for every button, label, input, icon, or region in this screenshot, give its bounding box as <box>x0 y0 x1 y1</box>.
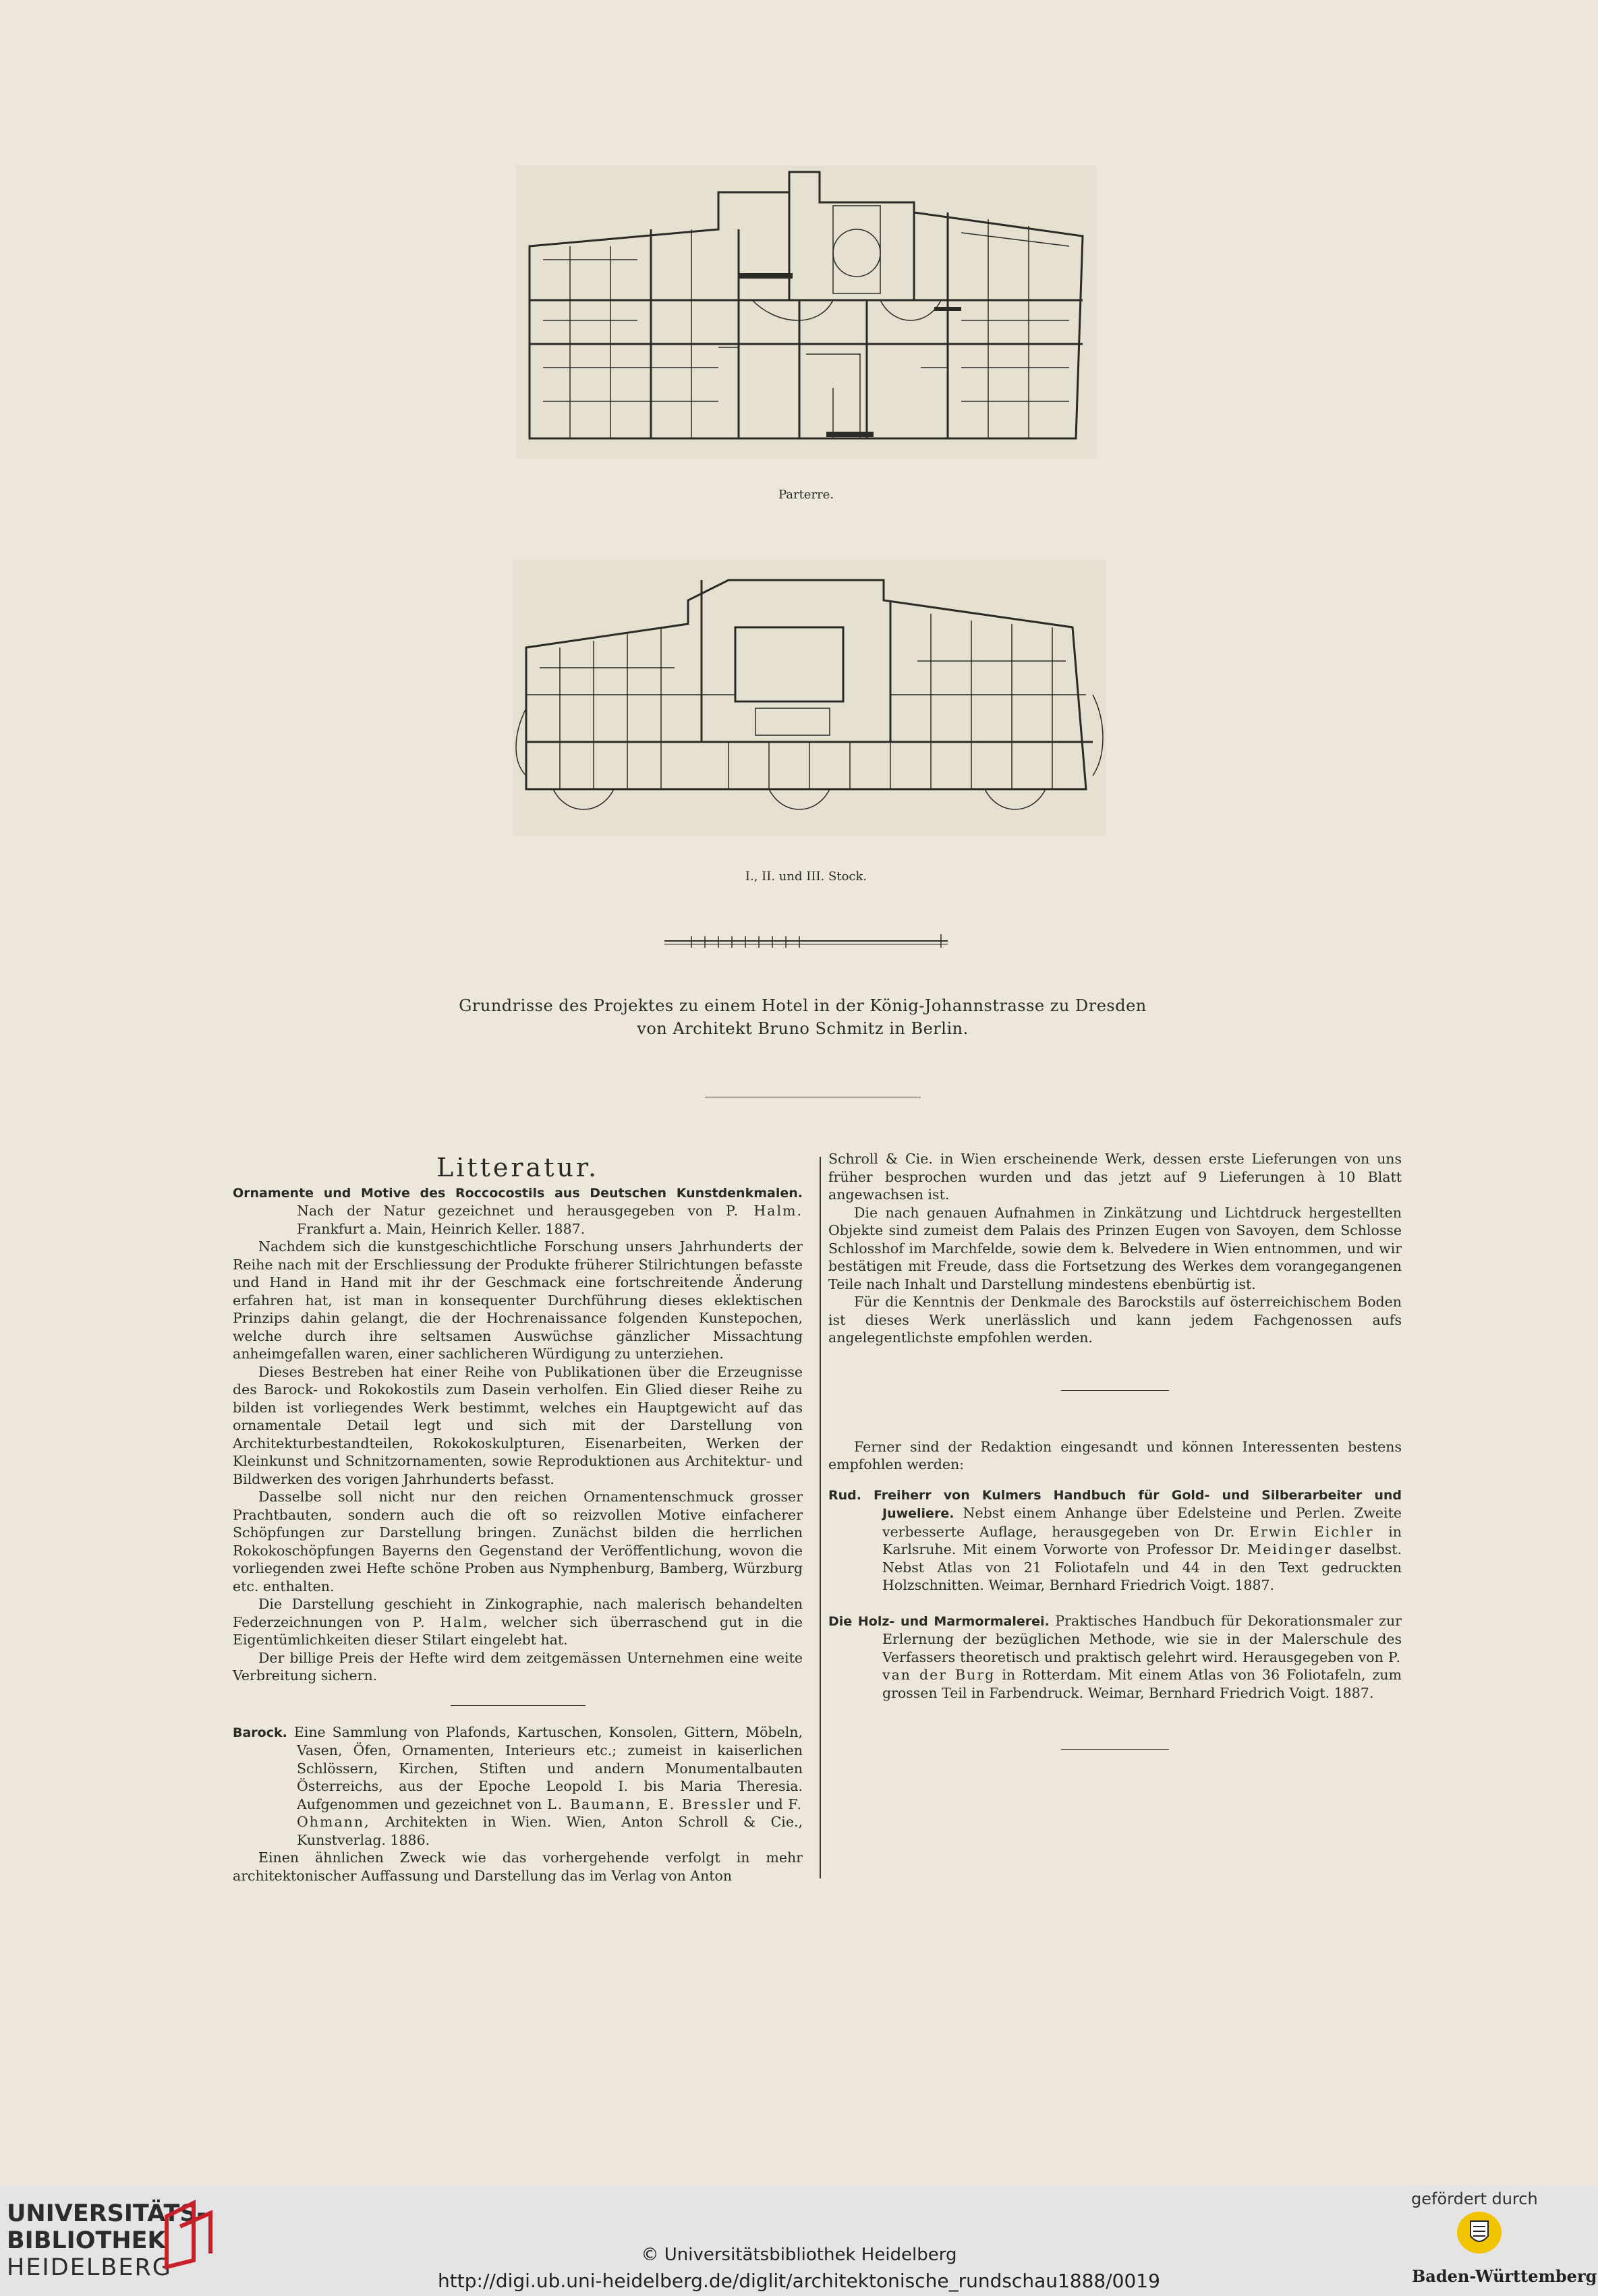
coat-of-arms-icon[interactable] <box>1456 2209 1503 2256</box>
entry-kulmer-title: Rud. Freiherr von Kulmers Handbuch für Gold- und Silberarbeiter und Juweliere. <box>828 1487 1402 1521</box>
logo-line-2: BIBLIOTHEK <box>7 2227 166 2254</box>
entry-barock-text-c: Architekten in Wien. Wien, Anton Schroll & Cie., Kunstverlag. 1886. <box>297 1814 803 1848</box>
entry-holzmalerei-text-a: Praktisches Handbuch für Dekorationsmaler zur Erlernung der bezüglichen Methode, wie sie in der Malerschule des Verfassers theoretisch und praktisch gelehrt wird. Herausgegeben von <box>882 1612 1402 1665</box>
source-url-link[interactable]: http://digi.ub.uni-heidelberg.de/diglit/architektonische_rundschau1888/0019 <box>438 2270 1160 2292</box>
floorplan-upper-floors <box>513 560 1106 836</box>
column-divider <box>820 1157 821 1878</box>
section-heading: Litteratur. <box>436 1153 600 1182</box>
entry-holzmalerei <box>828 1612 1402 1702</box>
entry-ornamente-p2: Dieses Bestreben hat einer Reihe von Publikationen über die Erzeugnisse des Barock- und Rokokostils zum Dasein verholfen. Ein Glied dieser Reihe zu bilden ist vorliegendes Werk bestimmt, welches ein Hauptgewicht auf das ornamentale Detail legt und sich mit der Darstellung von Architekturbestandteilen, Rokokoskulpturen, Eisenarbeiten, Werken der Kleinkunst und Schnitzornamenten, sowie Reproduktionen aus Architektur- und Bildwerken des vorigen Jahrhunderts befasst. <box>233 1363 803 1487</box>
entry-ornamente-p3: Dasselbe soll nicht nur den reichen Ornamentenschmuck grosser Prachtbauten, sondern auch die oft so reizvollen Motive einfacherer Schöpfungen zur Darstellung bringen. Zunächst bilden die herrlichen Rokokoschöpfungen Bayerns den Gegenstand der Veröffentlichung, wovon die vorliegenden zwei Hefte schöne Proben aus Nymphenburg, Bamberg, Würzburg etc. enthalten. <box>233 1489 803 1595</box>
entry-ornamente-p1: Nachdem sich die kunstgeschichtliche Forschung unsers Jahrhunderts der Reihe nach mit der Erschliessung der Produkte früherer Stilrichtungen befasste und Hand in Hand mit ihr der Geschmack eine fortschreitende Änderung erfahren hat, ist man in konsequenter Durchführung dieses eklektischen Prinzips dahin gelangt, die der Hochrenaissance folgenden Kunstepochen, welche durch ihre seltsamen Auswüchse gänzlicher Missachtung anheimgefallen waren, einer sachlicheren Würdigung zu unterziehen. <box>233 1238 803 1362</box>
entry-holzmalerei-text-b: in Rotterdam. Mit einem Atlas von 36 Foliotafeln, zum grossen Teil in Farbendruck. Weimar, Bernhard Friedrich Voigt. 1887. <box>882 1667 1402 1701</box>
entry-ornamente-text-b: Frankfurt a. Main, Heinrich Keller. 1887. <box>297 1220 586 1237</box>
floorplan-parterre <box>516 165 1096 459</box>
sponsor-name: Baden-Württemberg <box>1412 2266 1597 2286</box>
logo-line-1: UNIVERSITÄTS- <box>7 2200 207 2227</box>
entry-barock-text-b: und <box>756 1796 783 1812</box>
caption-parterre: Parterre. <box>778 488 834 502</box>
right-p1: Schroll & Cie. in Wien erscheinende Werk, dessen erste Lieferungen von uns früher besprochen wurden und das jetzt auf 9 Lieferungen à 10 Blatt angewachsen ist. <box>828 1151 1402 1203</box>
entry-divider <box>451 1705 586 1706</box>
left-column <box>233 1153 803 1885</box>
logo-line-3: HEIDELBERG <box>7 2254 172 2281</box>
right-column <box>828 1150 1402 1750</box>
entry-ornamente-p4b: welcher sich überraschend gut in die Eigentümlichkeiten dieser Stilart eingelebt hat. <box>233 1613 803 1648</box>
entry-barock <box>233 1723 803 1849</box>
entry-ornamente-text-a: Nach der Natur gezeichnet und herausgegeben von <box>297 1203 713 1219</box>
entry-ornamente-author: P. Halm. <box>725 1203 803 1219</box>
entry-barock-text-a: Eine Sammlung von Plafonds, Kartuschen, Konsolen, Gittern, Möbeln, Vasen, Öfen, Ornamenten, Interieurs etc.; zumeist in kaiserlichen Schlössern, Kirchen, Stiften und andern Monumentalbauten Österreichs, aus der Epoche Leopold I. bis Maria Theresia. Aufgenommen und gezeichnet von <box>293 1723 803 1812</box>
entry-holzmalerei-title: Die Holz- und Marmormalerei. <box>828 1613 1050 1629</box>
entry-kulmer-author-2: Meidinger <box>1247 1541 1332 1557</box>
entry-ornamente-p4a: Die Darstellung geschieht in Zinkographie, nach malerisch behandelten Federzeichnungen von <box>233 1596 803 1630</box>
caption-upper-floors: I., II. und III. Stock. <box>745 869 867 884</box>
figure-title-line-1: Grundrisse des Projektes zu einem Hotel in der König-Johannstrasse zu Dresden <box>459 996 1147 1015</box>
entry-kulmer-text-c: daselbst. Nebst Atlas von 21 Foliotafeln und 44 in den Text gedruckten Holzschnitten. Weimar, Bernhard Friedrich Voigt. 1887. <box>882 1541 1402 1593</box>
entry-kulmer-text-b: in Karlsruhe. Mit einem Vorworte von Professor Dr. <box>882 1523 1402 1557</box>
entry-ornamente-p4 <box>233 1595 803 1649</box>
entry-kulmer <box>828 1486 1402 1595</box>
figure-title-line-2: von Architekt Bruno Schmitz in Berlin. <box>637 1019 969 1038</box>
entry-ornamente-p5: Der billige Preis der Hefte wird dem zeitgemässen Unternehmen eine weite Verbreitung sichern. <box>233 1649 803 1684</box>
sponsor-label: gefördert durch <box>1411 2189 1538 2208</box>
entry-barock-authors-2: F. Ohmann, <box>297 1796 803 1830</box>
copyright-text: © Universitätsbibliothek Heidelberg <box>641 2245 957 2265</box>
scale-bar <box>664 931 948 951</box>
right-p2: Die nach genauen Aufnahmen in Zinkätzung und Lichtdruck hergestellten Objekte sind zumeist dem Palais des Prinzen Eugen von Savoyen, dem Schlosse Schlosshof im Marchfelde, sowie dem k. Belvedere in Wien entnommen, und wir bestätigen mit Freude, dass die Fortsetzung des Werkes dem vorangegangenen Teile nach Inhalt und Darstellung mindestens ebenbürtig ist. <box>828 1204 1402 1292</box>
right-p4: Ferner sind der Redaktion eingesandt und können Interessenten bestens empfohlen werden: <box>828 1438 1402 1472</box>
right-p3: Für die Kenntnis der Denkmale des Barockstils auf österreichischem Boden ist dieses Werk unerlässlich und kann jedem Fachgenossen aufs angelegentlichste empfohlen werden. <box>828 1294 1402 1346</box>
entry-barock-title: Barock. <box>233 1725 287 1740</box>
entry-barock-authors-1: L. Baumann, E. Bressler <box>547 1796 751 1812</box>
entry-kulmer-text-a: Nebst einem Anhange über Edelsteine und Perlen. Zweite verbesserte Auflage, herausgegeben von Dr. <box>882 1505 1402 1540</box>
entry-divider <box>1061 1390 1169 1391</box>
entry-barock-p1: Einen ähnlichen Zweck wie das vorhergehende verfolgt in mehr architektonischer Auffassung und Darstellung das im Verlag von Anton <box>233 1849 803 1884</box>
entry-divider <box>1061 1749 1169 1750</box>
entry-ornamente <box>233 1184 803 1238</box>
entry-ornamente-title: Ornamente und Motive des Roccocostils aus Deutschen Kunstdenkmalen. <box>233 1185 803 1201</box>
entry-kulmer-author-1: Erwin Eichler <box>1249 1523 1374 1540</box>
entry-ornamente-p4-author: P. Halm, <box>412 1613 489 1630</box>
entry-holzmalerei-author: P. van der Burg <box>882 1648 1402 1683</box>
